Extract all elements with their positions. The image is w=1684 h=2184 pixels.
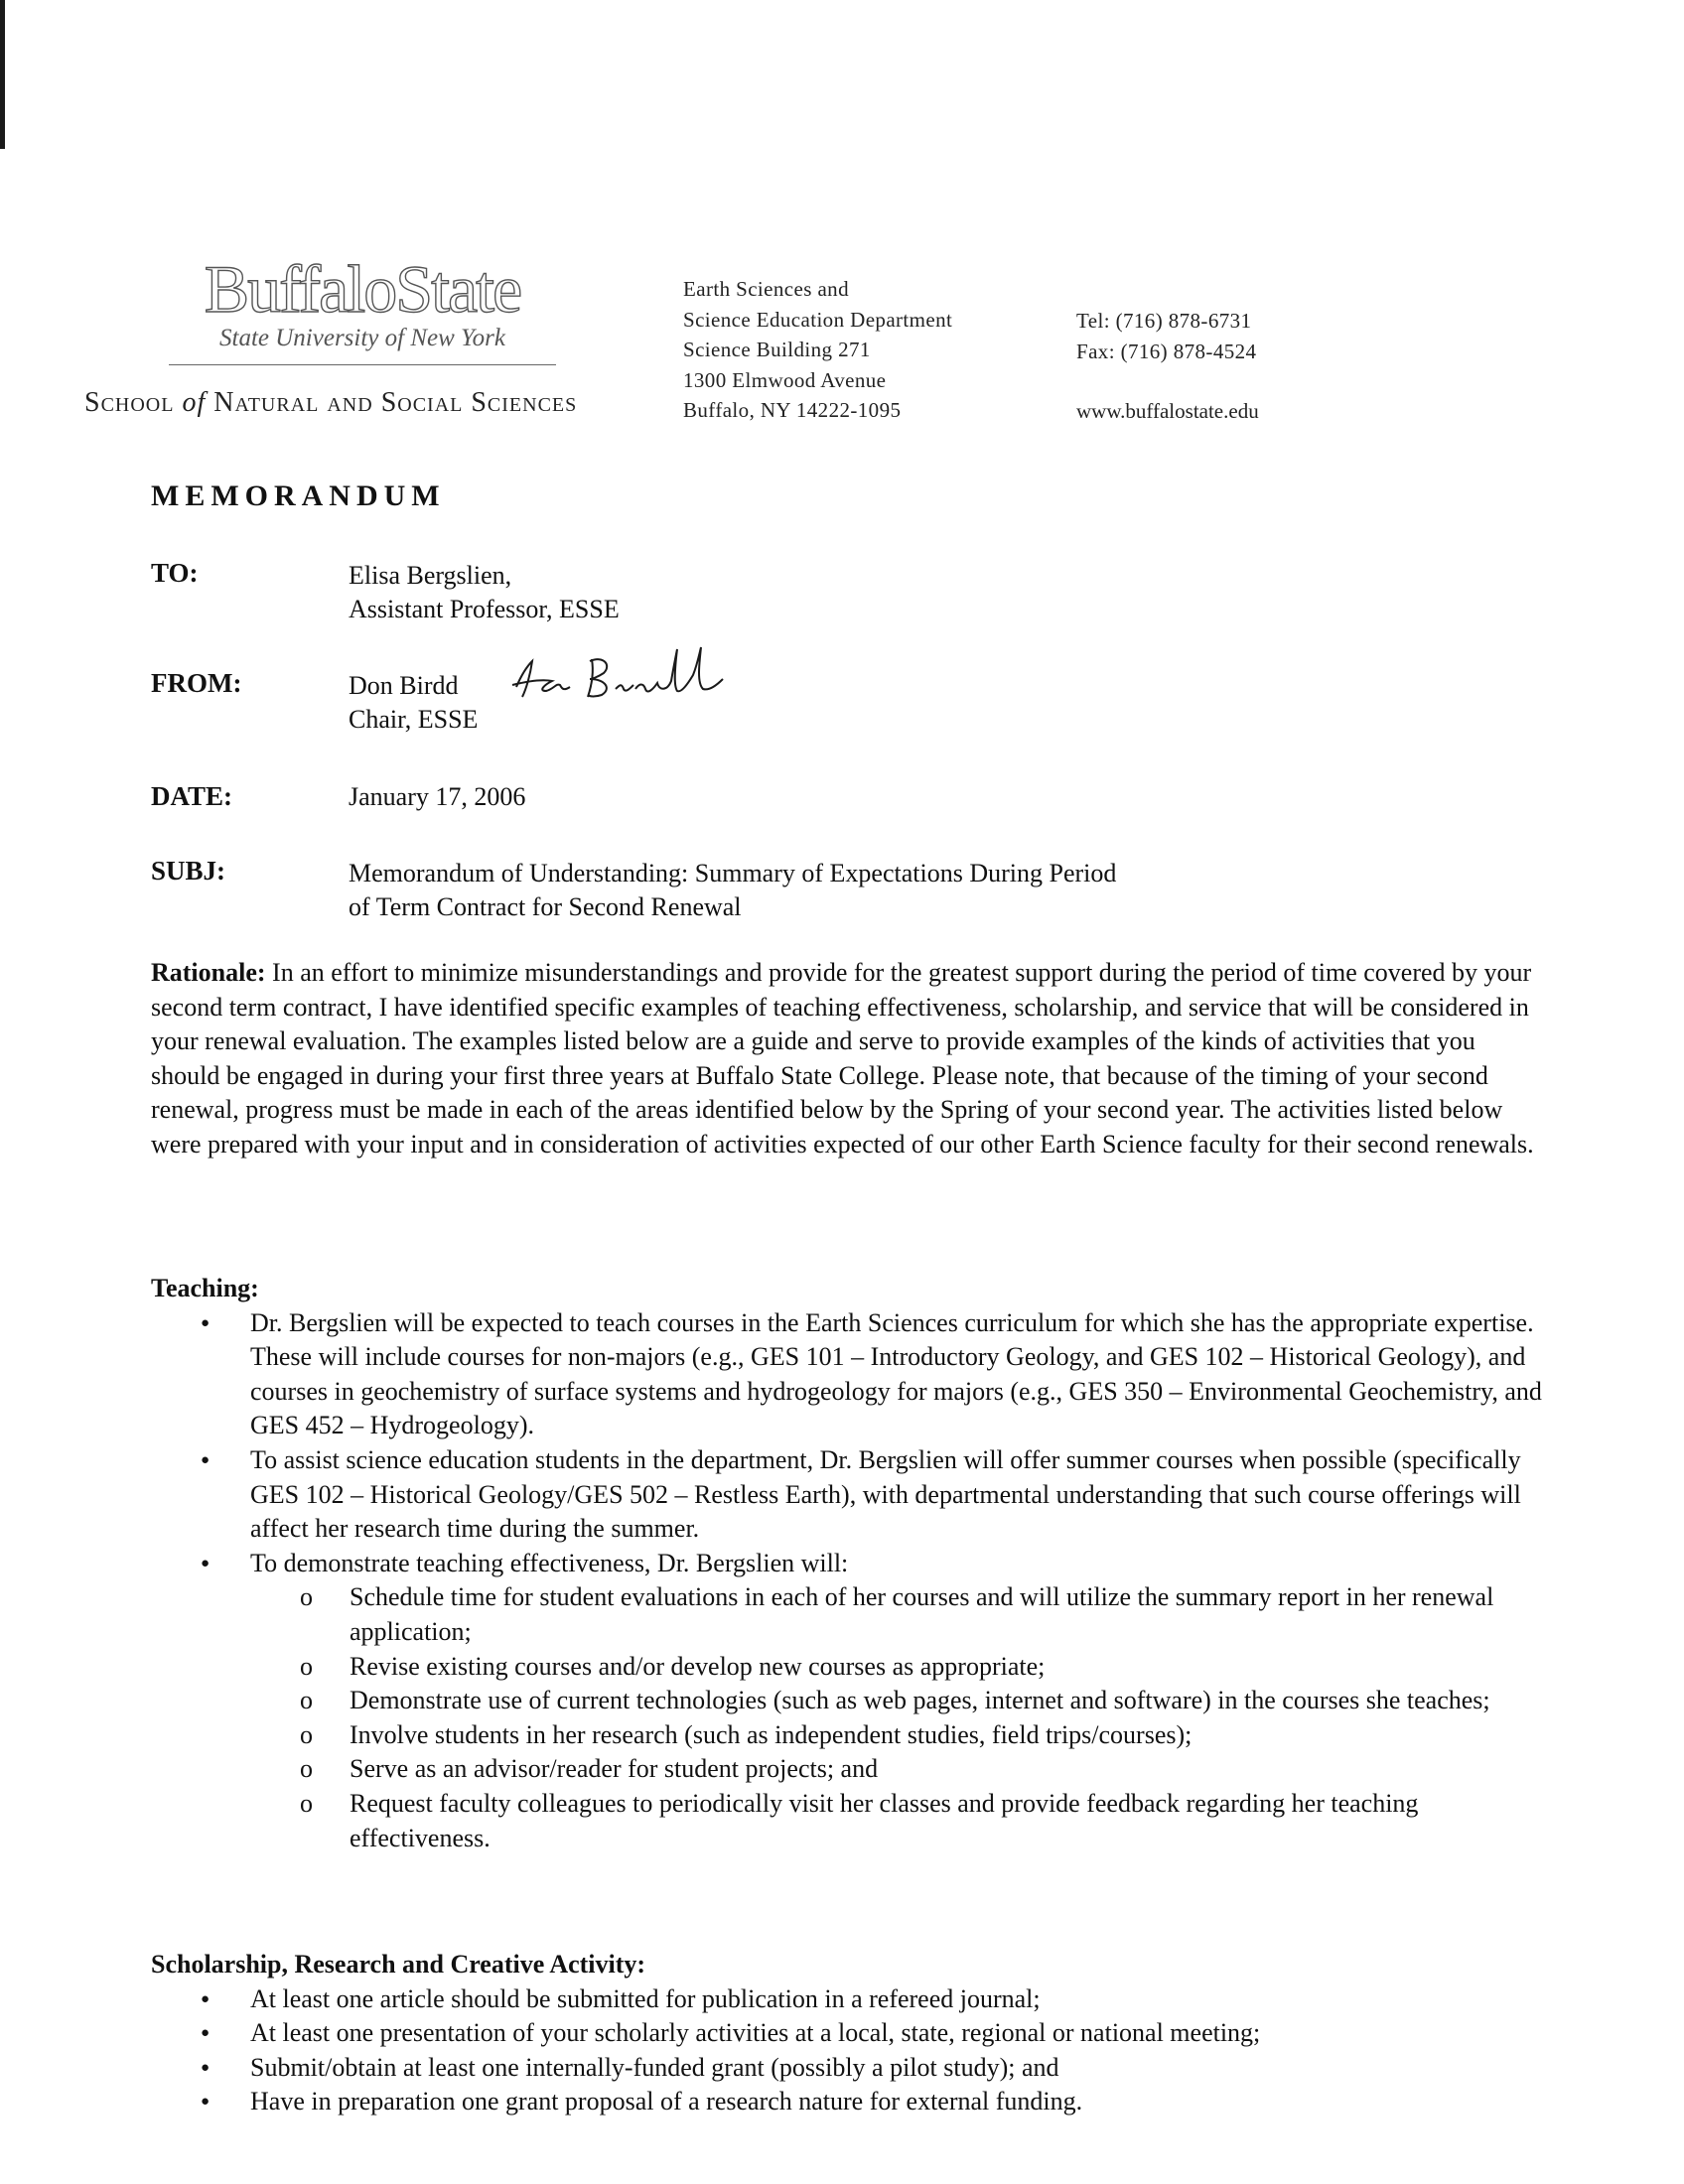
list-item — [151, 1443, 1561, 1547]
department-address — [683, 274, 952, 426]
website: www.buffalostate.edu — [1076, 399, 1259, 423]
list-item-text: Have in preparation one grant proposal of a research nature for external funding. — [250, 2087, 1083, 2116]
letterhead — [0, 0, 1684, 457]
teaching-section — [151, 1272, 1561, 1855]
list-item-text: At least one presentation of your scholarly activities at a local, state, regional or national meeting; — [250, 2018, 1261, 2048]
rationale-text: In an effort to minimize misunderstandings and provide for the greatest support during the period of time covered by your second term contract, I have identified specific examples of teaching effectiveness, scholarship, and service that will be considered in your renewal evaluation. The examples listed below are a guide and serve to provide examples of the kinds of activities that you should be engaged in during your first three years at Buffalo State College. Please note, that because of the timing of your second renewal, progress must be made in each of the areas identified below by the Spring of your second year. The activities listed below were prepared with your input and in consideration of activities expected of our other Earth Science faculty for their second renewals. — [151, 958, 1534, 1159]
teaching-list — [151, 1306, 1561, 1856]
list-item — [151, 2085, 1561, 2119]
scholarship-heading: Scholarship, Research and Creative Activity: — [151, 1950, 646, 1979]
list-item-text: Dr. Bergslien will be expected to teach courses in the Earth Sciences curriculum for which she has the appropriate expertise. These will include courses for non-majors (e.g., GES 101 – Introductory Geology, and GES 102 – Historical Geology), and courses in geochemistry of surface systems and hydrogeology for majors (e.g., GES 350 – Environmental Geochemistry, and GES 452 – Hydrogeology). — [250, 1307, 1542, 1440]
subject-label: SUBJ: — [151, 856, 226, 886]
logo-subtitle: State University of New York — [169, 325, 556, 365]
sub-list-item-text: Demonstrate use of current technologies (such as web pages, internet and software) in the courses she teaches; — [350, 1686, 1490, 1715]
school-name — [84, 387, 577, 419]
teaching-heading: Teaching: — [151, 1274, 259, 1302]
list-item — [151, 1547, 1561, 1855]
sub-list-item — [250, 1752, 1561, 1787]
sub-list-item — [250, 1718, 1561, 1753]
scholarship-section — [151, 1948, 1561, 2119]
address-line: Science Building 271 — [683, 338, 871, 361]
school-name-of: of — [182, 387, 207, 418]
school-name-post: Natural and Social Sciences — [213, 387, 578, 418]
from-name: Don Birdd — [349, 671, 459, 700]
list-item-text: To demonstrate teaching effectiveness, Dr. Bergslien will: — [250, 1548, 849, 1577]
list-item-text: To assist science education students in the department, Dr. Bergslien will offer summer courses when possible (specifically GES 102 – Historical Geology/GES 502 – Restless Earth), with departmental understanding that such course offerings will affect her research time during the summer. — [250, 1444, 1521, 1544]
address-line: 1300 Elmwood Avenue — [683, 367, 887, 392]
from-value — [349, 669, 478, 737]
to-label: TO: — [151, 558, 199, 588]
sub-list-item-text: Revise existing courses and/or develop new courses as appropriate; — [350, 1651, 1046, 1681]
address-line: Science Education Department — [683, 307, 953, 332]
to-title: Assistant Professor, ESSE — [349, 595, 620, 623]
telephone: Tel: (716) 878-6731 — [1076, 309, 1252, 333]
sub-list-item — [250, 1684, 1561, 1718]
handwritten-signature — [508, 645, 737, 705]
rationale-paragraph — [151, 956, 1541, 1162]
list-item — [151, 1306, 1561, 1443]
to-name: Elisa Bergslien, — [349, 561, 512, 590]
buffalo-state-logo — [169, 253, 556, 365]
sub-list-item — [250, 1650, 1561, 1685]
list-item — [151, 1982, 1561, 2017]
logo-wordmark: BuffaloState — [204, 251, 521, 327]
rationale-label: Rationale: — [151, 958, 266, 987]
subject-line: of Term Contract for Second Renewal — [349, 892, 742, 921]
sub-list-item-text: Schedule time for student evaluations in each of her courses and will utilize the summary report in her renewal application; — [350, 1582, 1494, 1646]
teaching-sub-list — [250, 1580, 1561, 1855]
list-item — [151, 2051, 1561, 2086]
sub-list-item-text: Involve students in her research (such as independent studies, field trips/courses); — [350, 1719, 1193, 1749]
list-item — [151, 2016, 1561, 2051]
school-name-pre: School — [84, 387, 175, 418]
from-title: Chair, ESSE — [349, 705, 479, 734]
list-item-text: At least one article should be submitted for publication in a refereed journal; — [250, 1983, 1041, 2013]
subject-value — [349, 857, 1341, 924]
memo-title: MEMORANDUM — [151, 479, 446, 512]
from-label: FROM: — [151, 668, 242, 698]
scholarship-list — [151, 1982, 1561, 2119]
sub-list-item-text: Serve as an advisor/reader for student projects; and — [350, 1754, 879, 1784]
address-line: Earth Sciences and — [683, 277, 849, 301]
date-label: DATE: — [151, 781, 233, 811]
to-value — [349, 559, 620, 626]
address-line: Buffalo, NY 14222-1095 — [683, 398, 902, 422]
sub-list-item — [250, 1787, 1561, 1855]
subject-line: Memorandum of Understanding: Summary of Expectations During Period — [349, 859, 1117, 887]
sub-list-item — [250, 1580, 1561, 1649]
list-item-text: Submit/obtain at least one internally-funded grant (possibly a pilot study); and — [250, 2052, 1059, 2082]
sub-list-item-text: Request faculty colleagues to periodically visit her classes and provide feedback regarding her teaching effectiveness. — [350, 1788, 1419, 1852]
contact-info — [1076, 306, 1256, 366]
date-value: January 17, 2006 — [349, 782, 526, 811]
fax: Fax: (716) 878-4524 — [1076, 339, 1257, 363]
